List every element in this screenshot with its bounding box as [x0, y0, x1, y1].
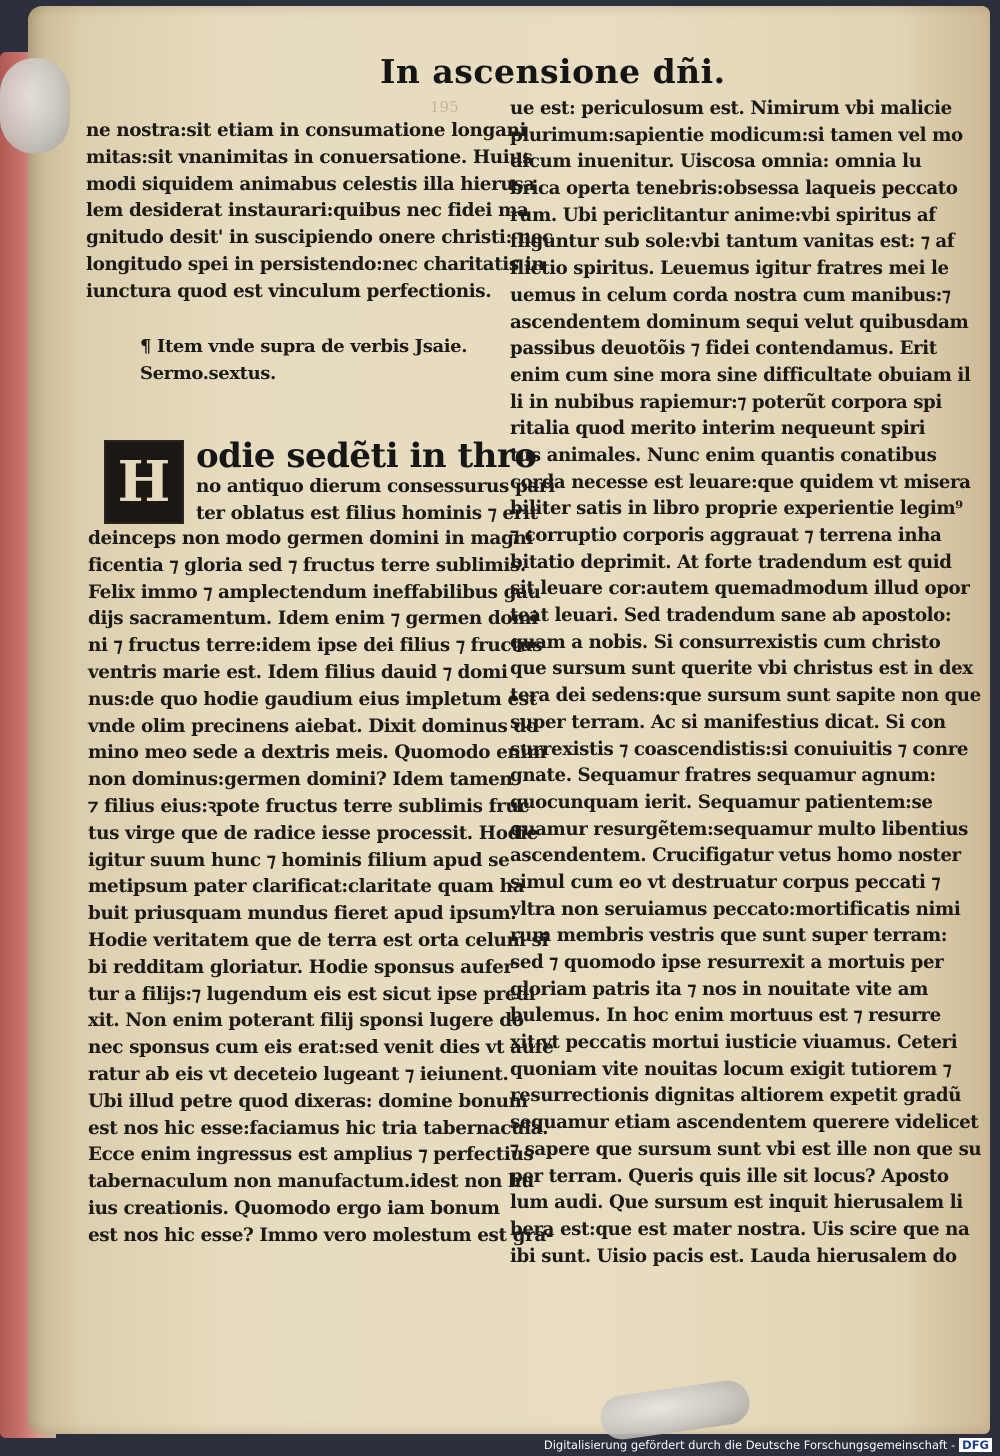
text-line: tera dei sedens:que sursum sunt sapite non que: [510, 685, 981, 707]
text-line: quamur resurgẽtem:sequamur multo libentius: [510, 818, 968, 840]
text-line: metipsum pater clarificat:claritate quam ha: [88, 876, 525, 898]
text-line: tus virge que de radice iesse processit. Hodie: [88, 822, 538, 844]
text-line: uemus in celum corda nostra cum manibus:⁊: [510, 284, 951, 306]
book-clamp-top: [0, 58, 70, 154]
text-line: bera est:que est mater nostra. Uis scire que na: [510, 1218, 970, 1240]
text-line: nus:de quo hodie gaudium eius impletum est: [88, 688, 537, 710]
text-line: ni ⁊ fructus terre:idem ipse dei filius ⁊ fructus: [88, 635, 543, 657]
text-line: fliguntur sub sole:vbi tantum vanitas est: ⁊ af: [510, 231, 955, 253]
text-line: iunctura quod est vinculum perfectionis.: [86, 280, 492, 302]
credit-text: Digitalisierung gefördert durch die Deutsche Forschungsgemeinschaft -: [543, 1438, 956, 1452]
left-column-body: [88, 526, 554, 1250]
text-line: bitatio deprimit. At forte tradendum est quid: [510, 551, 952, 573]
text-line: simul cum eo vt destruatur corpus peccati ⁊: [510, 871, 941, 893]
text-line: dicum inuenitur. Uiscosa omnia: omnia lu: [510, 151, 922, 173]
text-line: biliter satis in libro proprie experientie legim⁹: [510, 498, 963, 520]
text-line: ne nostra:sit etiam in consumatione longani: [86, 120, 527, 141]
text-line: ue est: periculosum est. Nimirum vbi malicie: [510, 98, 952, 119]
lines-beside-initial: [196, 474, 555, 528]
text-line: per terram. Queris quis ille sit locus? Aposto: [510, 1165, 949, 1187]
decorated-initial: [104, 440, 184, 524]
text-line: surrexistis ⁊ coascendistis:si conuiuitis ⁊ conre: [510, 738, 969, 760]
rubric-line: ¶ Item vnde supra de verbis Jsaie.: [140, 336, 468, 357]
text-line: vnde olim precinens aiebat. Dixit dominus do: [88, 715, 538, 737]
text-line: xit:vt peccatis mortui iusticie viuamus. Ceteri: [510, 1032, 958, 1054]
running-head: In ascensione dñi.: [380, 52, 726, 91]
text-line: est nos hic esse? Immo vero molestum est gra-: [88, 1224, 554, 1246]
text-line: buit priusquam mundus fieret apud ipsum.: [88, 903, 517, 925]
text-line: plurimum:sapientie modicum:si tamen vel mo: [510, 124, 963, 146]
text-line: no antiquo dierum consessurus pari: [196, 476, 555, 497]
text-line: Ecce enim ingressus est amplius ⁊ perfectius: [88, 1144, 534, 1166]
text-line: est nos hic esse:faciamus hic tria tabernacula.: [88, 1117, 549, 1139]
text-line: ter oblatus est filius hominis ⁊ erit: [196, 502, 538, 524]
text-line: modi siquidem animabus celestis illa hierusa: [86, 173, 535, 195]
text-line: rum. Ubi periclitantur anime:vbi spiritus af: [510, 204, 936, 226]
text-line: sequamur etiam ascendentem querere videlicet: [510, 1112, 979, 1134]
text-line: xit. Non enim poterant filij sponsi lugere do: [88, 1010, 524, 1032]
text-line: Felix immo ⁊ amplectendum ineffabilibus gau: [88, 581, 541, 603]
text-line: bi redditam gloriatur. Hodie sponsus aufer: [88, 956, 513, 978]
text-line: resurrectionis dignitas altiorem expetit gradũ: [510, 1085, 962, 1107]
text-line: rum membris vestris que sunt super terram:: [510, 925, 948, 947]
text-line: quam a nobis. Si consurrexistis cum christo: [510, 631, 941, 653]
text-line: gnate. Sequamur fratres sequamur agnum:: [510, 765, 936, 787]
text-line: mitas:sit vnanimitas in conuersatione. Huius: [86, 146, 533, 168]
text-line: ascendentem dominum sequi velut quibusdam: [510, 311, 969, 333]
text-line: ventris marie est. Idem filius dauid ⁊ domi: [88, 661, 508, 683]
text-line: ⁊ corruptio corporis aggrauat ⁊ terrena inha: [510, 525, 942, 546]
initial-letter: H: [117, 449, 171, 515]
text-line: quoniam vite nouitas locum exigit tutiorem ⁊: [510, 1058, 952, 1080]
digitization-credit: [544, 1438, 992, 1452]
text-line: li in nubibus rapiemur:⁊ poterũt corpora spi: [510, 391, 942, 413]
right-column: [510, 96, 982, 1270]
text-line: que sursum sunt querite vbi christus est in dex: [510, 658, 973, 680]
text-line: enim cum sine mora sine difficultate obuiam il: [510, 364, 971, 386]
text-line: tabernaculum non manufactum.idest non hu: [88, 1171, 534, 1193]
text-line: vltra non seruiamus peccato:mortificatis nimi: [510, 898, 961, 920]
text-line: ficentia ⁊ gloria sed ⁊ fructus terre sublimis.: [88, 554, 526, 576]
text-line: bulemus. In hoc enim mortuus est ⁊ resurre: [510, 1005, 941, 1027]
text-line: passibus deuotõis ⁊ fidei contendamus. Erit: [510, 338, 937, 360]
text-line: tur a filijs:⁊ lugendum eis est sicut ipse predi: [88, 983, 536, 1005]
folio-mark: 195: [430, 98, 459, 116]
text-line: ascendentem. Crucifigatur vetus homo noster: [510, 845, 961, 867]
text-line: lem desiderat instaurari:quibus nec fidei ma: [86, 200, 529, 222]
text-line: mino meo sede a dextris meis. Quomodo enim: [88, 742, 547, 764]
text-line: ritalia quod merito interim nequeunt spiri: [510, 418, 926, 440]
text-line: gnitudo desit' in suscipiendo onere christi: nec: [86, 227, 553, 249]
text-line: ⁊ sapere que sursum sunt vbi est ille non que su: [510, 1138, 982, 1160]
rubric-line: Sermo.sextus.: [140, 362, 276, 384]
text-line: sed ⁊ quomodo ipse resurrexit a mortuis per: [510, 952, 944, 973]
text-line: teat leuari. Sed tradendum sane ab apostolo:: [510, 605, 952, 627]
text-line: lum audi. Que sursum est inquit hierusalem li: [510, 1192, 963, 1214]
text-line: longitudo spei in persistendo:nec charitatis in: [86, 253, 545, 275]
text-line: ratur ab eis vt deceteio lugeant ⁊ ieiunent.: [88, 1063, 509, 1085]
text-line: igitur suum hunc ⁊ hominis filium apud se: [88, 849, 510, 871]
text-line: corda necesse est leuare:que quidem vt misera: [510, 471, 971, 493]
dfg-logo: DFG: [959, 1438, 992, 1452]
text-line: Hodie veritatem que de terra est orta celum si: [88, 929, 549, 951]
left-column-top: [86, 118, 553, 306]
text-line: ibi sunt. Uisio pacis est. Lauda hierusalem do: [510, 1245, 957, 1267]
text-line: tus animales. Nunc enim quantis conatibus: [510, 444, 937, 466]
text-line: ⁊ filius eius:ꝛpote fructus terre sublimis fruc: [88, 795, 530, 817]
text-line: Ubi illud petre quod dixeras: domine bonum: [88, 1090, 528, 1112]
sermon-rubric: [140, 334, 500, 388]
text-line: flictio spiritus. Leuemus igitur fratres mei le: [510, 258, 949, 280]
sermon-incipit: odie sedẽti in thro: [196, 436, 537, 476]
text-line: quocunquam ierit. Sequamur patientem:se: [510, 791, 933, 813]
text-line: ius creationis. Quomodo ergo iam bonum: [88, 1197, 500, 1219]
text-line: brica operta tenebris:obsessa laqueis peccato: [510, 178, 958, 200]
text-line: gloriam patris ita ⁊ nos in nouitate vite am: [510, 978, 928, 1000]
text-line: deinceps non modo germen domini in magni: [88, 528, 533, 549]
text-line: super terram. Ac si manifestius dicat. Si con: [510, 711, 946, 733]
text-line: non dominus:germen domini? Idem tamen: [88, 769, 513, 791]
text-line: dijs sacramentum. Idem enim ⁊ germen domi: [88, 608, 538, 630]
text-line: nec sponsus cum eis erat:sed venit dies vt aufe: [88, 1037, 554, 1059]
text-line: sit leuare cor:autem quemadmodum illud opor: [510, 578, 970, 600]
